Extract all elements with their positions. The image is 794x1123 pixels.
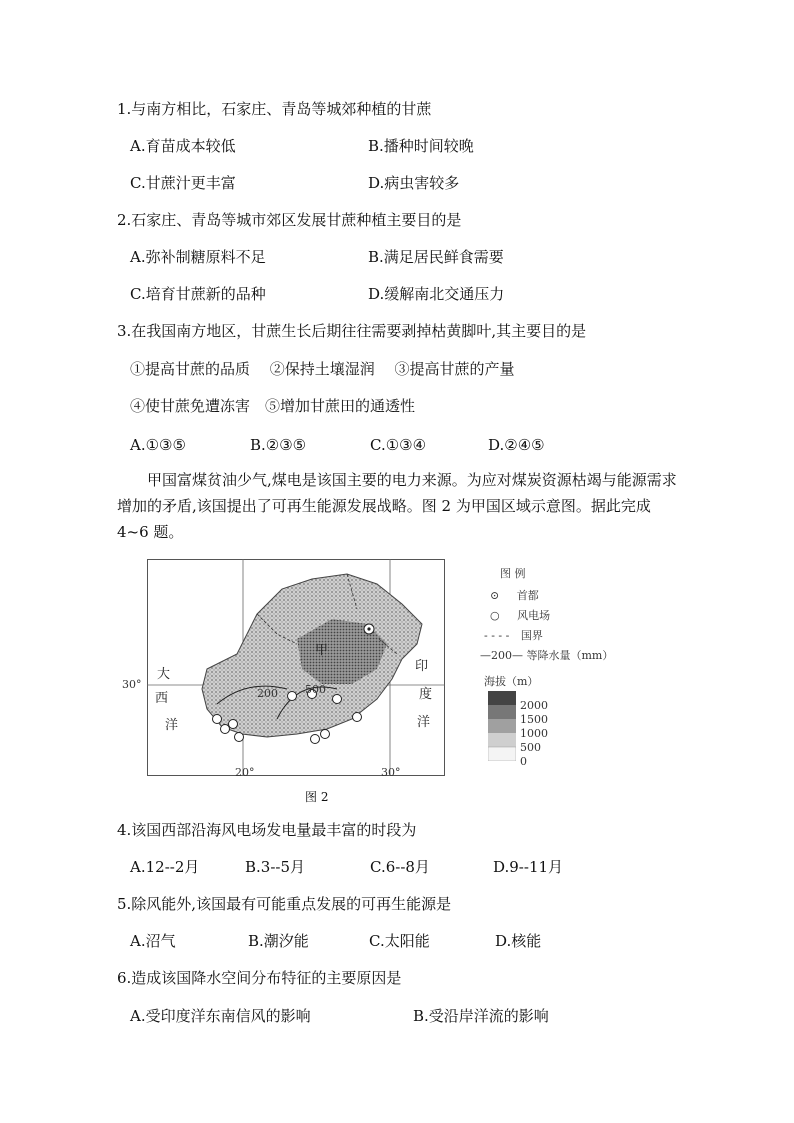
- elev-1500: 1500: [520, 713, 548, 726]
- q4-option-b: B.3--5月: [245, 858, 306, 876]
- q2-stem: 2.石家庄、青岛等城市郊区发展甘蔗种植主要目的是: [117, 211, 462, 229]
- q2-option-a: A.弥补制糖原料不足: [130, 248, 266, 266]
- q1-option-b: B.播种时间较晚: [368, 137, 474, 155]
- q3-items-line1: ①提高甘蔗的品质 ②保持土壤湿润 ③提高甘蔗的产量: [130, 360, 515, 378]
- q1-option-d: D.病虫害较多: [368, 174, 460, 192]
- legend-wind: [490, 607, 550, 623]
- q3-option-d: D.②④⑤: [488, 436, 545, 454]
- isohyet-label-500: 500: [305, 683, 326, 696]
- q5-option-d: D.核能: [495, 932, 542, 950]
- q1-option-c: C.甘蔗汁更丰富: [130, 174, 236, 192]
- latitude-label: 30°: [122, 678, 142, 691]
- ocean-right-2: 度: [419, 687, 433, 702]
- q1-stem: 1.与南方相比，石家庄、青岛等城郊种植的甘蔗: [117, 100, 432, 118]
- elev-500: 500: [520, 741, 541, 754]
- q3-option-b: B.②③⑤: [250, 436, 307, 454]
- legend-capital-label: 首都: [516, 589, 539, 602]
- border-line-icon: - - - -: [484, 629, 510, 642]
- ocean-left-3: 洋: [165, 718, 179, 733]
- legend-isohyet: —200— 等降水量（mm）: [480, 649, 614, 662]
- q2-option-d: D.缓解南北交通压力: [368, 285, 505, 303]
- legend-border-label: 国界: [520, 629, 543, 642]
- q5-option-c: C.太阳能: [369, 932, 430, 950]
- q3-option-a: A.①③⑤: [130, 436, 186, 454]
- legend-border: [484, 627, 543, 643]
- legend-capital: [490, 587, 539, 603]
- ocean-right-3: 洋: [417, 715, 431, 730]
- q6-stem: 6.造成该国降水空间分布特征的主要原因是: [117, 969, 402, 987]
- elev-2000: 2000: [520, 699, 548, 712]
- longitude-label-30: 30°: [381, 766, 401, 779]
- longitude-label-20: 20°: [235, 766, 255, 779]
- q5-option-a: A.沼气: [130, 932, 176, 950]
- q3-option-c: C.①③④: [370, 436, 427, 454]
- q4-option-a: A.12--2月: [130, 858, 200, 876]
- q3-items-line2: ④使甘蔗免遭冻害 ⑤增加甘蔗田的通透性: [130, 397, 416, 415]
- elev-1000: 1000: [520, 727, 548, 740]
- q2-option-b: B.满足居民鲜食需要: [368, 248, 504, 266]
- q6-option-a: A.受印度洋东南信风的影响: [130, 1007, 311, 1025]
- ocean-right-1: 印: [415, 659, 429, 674]
- q5-stem: 5.除风能外,该国最有可能重点发展的可再生能源是: [117, 895, 452, 913]
- q6-option-b: B.受沿岸洋流的影响: [413, 1007, 549, 1025]
- elevation-scale-bar: [488, 691, 516, 764]
- ocean-left-1: 大: [157, 667, 171, 682]
- q4-option-c: C.6--8月: [370, 858, 430, 876]
- region-map: [147, 559, 445, 776]
- q2-option-c: C.培育甘蔗新的品种: [130, 285, 266, 303]
- elev-0: 0: [520, 755, 527, 768]
- country-label: 甲: [315, 643, 329, 658]
- legend-elevation-title: 海拔（m）: [484, 675, 539, 688]
- legend-title: 图 例: [500, 567, 526, 580]
- isohyet-label-200: 200: [257, 687, 278, 700]
- wind-farm-icon: ○: [490, 609, 500, 622]
- map-legend: [480, 563, 650, 773]
- q4-stem: 4.该国西部沿海风电场发电量最丰富的时段为: [117, 821, 417, 839]
- region-map-graphic: [147, 559, 445, 776]
- q3-stem: 3.在我国南方地区，甘蔗生长后期往往需要剥掉枯黄脚叶,其主要目的是: [117, 322, 587, 340]
- capital-icon: ⊙: [490, 589, 500, 602]
- passage-text: 甲国富煤贫油少气,煤电是该国主要的电力来源。为应对煤炭资源枯竭与能源需求增加的矛盾,该国提出了可再生能源发展战略。图 2 为甲国区域示意图。据此完成 4~6 题。: [117, 471, 677, 541]
- q1-option-a: A.育苗成本较低: [130, 137, 236, 155]
- q4-option-d: D.9--11月: [493, 858, 564, 876]
- ocean-left-2: 西: [155, 691, 169, 706]
- figure-caption: 图 2: [305, 790, 329, 804]
- q5-option-b: B.潮汐能: [248, 932, 309, 950]
- legend-wind-label: 风电场: [517, 609, 551, 622]
- elevation-swatches: [488, 691, 516, 761]
